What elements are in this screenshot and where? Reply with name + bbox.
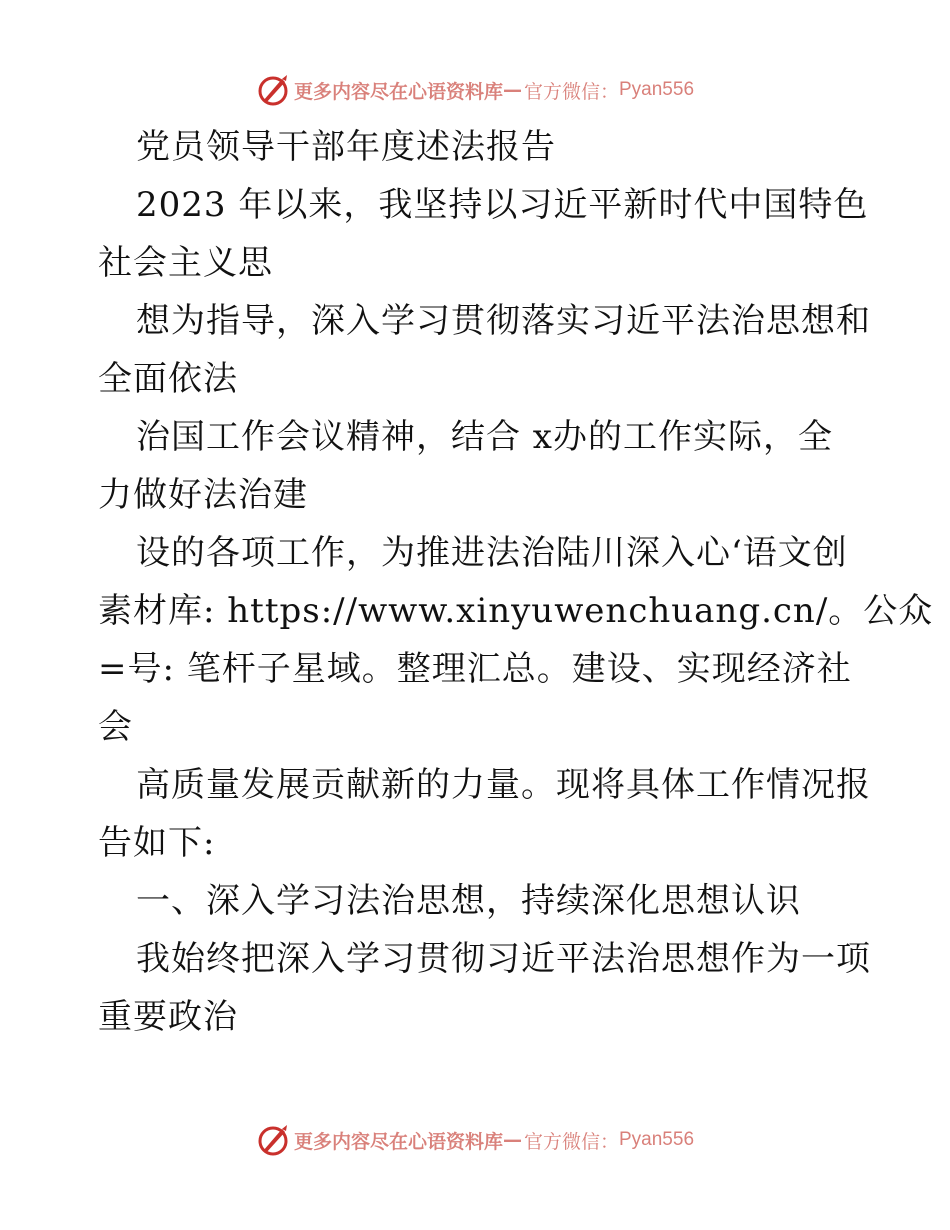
text-line: 力做好法治建 — [98, 475, 308, 515]
banner-wechat-id: Pyan556 — [619, 79, 695, 100]
header-watermark-banner — [0, 70, 950, 110]
text-line: 全面依法 — [98, 359, 238, 399]
footer-watermark-banner — [0, 1120, 950, 1160]
text-line: 党员领导干部年度述法报告 — [136, 127, 556, 167]
banner-tagline: 更多内容尽在心语资料库 — [293, 1130, 503, 1153]
text-line: 2023 年以来，我坚持以习近平新时代中国特色 — [136, 185, 869, 225]
text-line: 想为指导，深入学习贯彻落实习近平法治思想和 — [136, 301, 871, 341]
banner-separator: — — [502, 79, 522, 101]
text-line: 一、深入学习法治思想，持续深化思想认识 — [136, 881, 801, 921]
quill-pen-logo-icon — [256, 73, 290, 107]
text-line: =号: 笔杆子星域。整理汇总。建设、实现经济社 — [98, 649, 852, 689]
text-line: 我始终把深入学习贯彻习近平法治思想作为一项 — [136, 939, 871, 979]
banner-wechat-label: 官方微信： — [523, 80, 619, 103]
text-line: 设的各项工作，为推进法治陆川深入心‘语文创 — [136, 533, 848, 573]
quill-pen-logo-icon — [256, 1123, 290, 1157]
document-body — [98, 118, 934, 1046]
text-line: 高质量发展贡献新的力量。现将具体工作情况报 — [136, 765, 871, 805]
banner-wechat-label: 官方微信： — [523, 1130, 619, 1153]
text-line: 社会主义思 — [98, 243, 273, 283]
text-line: 会 — [98, 707, 133, 747]
text-line: 告如下: — [98, 823, 216, 863]
text-line: 治国工作会议精神，结合 x办的工作实际，全 — [136, 417, 833, 457]
banner-wechat-id: Pyan556 — [619, 1129, 695, 1150]
banner-tagline: 更多内容尽在心语资料库 — [293, 80, 503, 103]
text-line: 素材库: https://www.xinyuwenchuang.cn/。公众 — [98, 591, 934, 631]
banner-separator: — — [502, 1129, 522, 1151]
text-line: 重要政治 — [98, 997, 238, 1037]
